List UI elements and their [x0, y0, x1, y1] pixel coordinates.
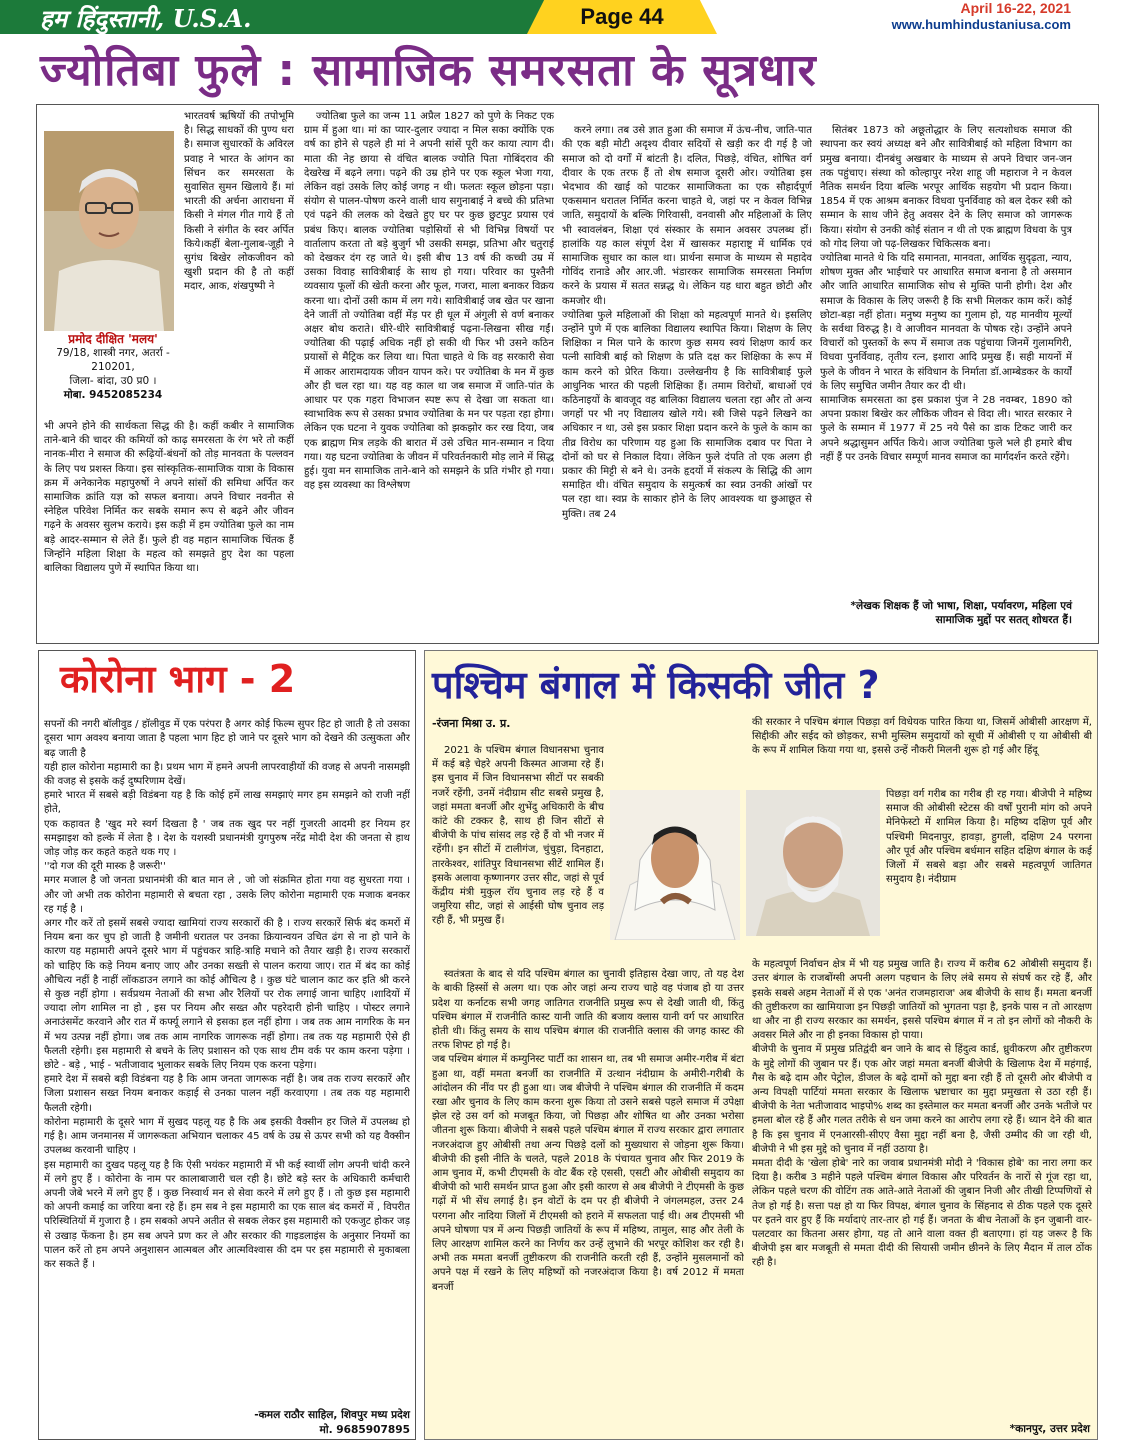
- page-header: [0, 0, 1135, 34]
- author-address-line2: 210201,: [91, 361, 135, 373]
- bengal-col1-top: 2021 के पश्चिम बंगाल विधानसभा चुनाव में कई बड़े चेहरे अपनी किस्मत आजमा रहे हैं। इस चुनाव में जिन विधानसभा सीटों पर सबकी नजरें रहेंगी, उनमें नंदीग्राम सीट सबसे प्रमुख है, जहां ममता बनर्जी और शुभेंदु अधिकारी के बीच कांटे की टक्कर है, साथ ही जिन सीटों से बीजेपी के पांच सांसद लड़ रहे हैं वो भी नजर में रहेंगी। इन सीटों में टालीगंज, चुंचुड़ा, दिनहाटा, तारकेश्वर, शांतिपुर विधानसभा सीटें शामिल हैं। इसके अलावा कृष्णानगर उत्तर सीट, जहां से पूर्व केंद्रीय मंत्री मुकुल रॉय चुनाव लड़ रहे हैं व जमुरिया सीट, जहां से आईसी घोष चुनाव लड़ रही हैं, भी प्रमुख हैं।: [432, 745, 604, 927]
- issue-date: April 16-22, 2021: [960, 0, 1071, 16]
- bengal-col1-bottom: स्वतंत्रता के बाद से यदि पश्चिम बंगाल का चुनावी इतिहास देखा जाए, तो यह देश के बाकी हिस्सों से अलग था। एक ओर जहां अन्य राज्य चाहे वह पंजाब हो या उत्तर प्रदेश या कर्नाटक सभी जगह जातिगत राजनीति प्रमुख रूप से देखी जाती थी, किंतु पश्चिम बंगाल में राजनीति कास्ट यानी जाति की बजाय क्लास यानी वर्ग पर आधारित होती थी। किंतु समय के साथ पश्चिम बंगाल की राजनीति क्लास की जगह कास्ट की तरफ शिफ्ट हो गई है। जब पश्चिम बंगाल में कम्युनिस्ट पार्टी का शासन था, तब भी समाज अमीर-गरीब में बंटा हुआ था, वहीं ममता बनर्जी का राजनीति में उत्थान नंदीग्राम के अमीरी-गरीबी के आंदोलन की नींव पर ही हुआ था। जब बीजेपी ने पश्चिम बंगाल की राजनीति में कदम रखा और चुनाव के लिए काम करना शुरू किया तो उसने सबसे पहले समाज में उपेक्षा झेल रहे उस वर्ग को मजबूत किया, जो पिछड़ा और शोषित था और उनका भरोसा जीतना शुरू किया। बीजेपी ने सबसे पहले पश्चिम बंगाल में राज्य सरकार द्वारा लगातार नजरअंदाज हुए ओबीसी तथा अन्य पिछड़े दलों को मुख्यधारा से जोड़ना शुरू किया। बीजेपी की इसी नीति के चलते, पहले 2018 के पंचायत चुनाव और फिर 2019 के आम चुनाव में, कभी टीएमसी के वोट बैंक रहे एससी, एसटी और ओबीसी समुदाय का बीजेपी को भारी समर्थन प्राप्त हुआ और इसी कारण से अब बीजेपी ने टीएमसी के कुछ गढ़ों में भी सेंध लगाई है। इन वोटों के दम पर ही बीजेपी ने जंगलमहल, उत्तर 24 परगना और नादिया जिलों में टीएमसी को हराने में सफलता पाई थी। अब टीएमसी भी अपने घोषणा पत्र में अन्य पिछड़ी जातियों के रूप में महिष्य, तामुल, साह और तेली के लिए आरक्षण शामिल करने का निर्णय कर उन्हें लुभाने की भरपूर कोशिश कर रही है। अभी तक ममता बनर्जी तुष्टीकरण की राजनीति करती रही हैं, उन्होंने मुसलमानों को अपने पक्ष में रखने के लिए महिष्यों को नजरअंदाज किया है। वर्ष 2012 में ममता बनर्जी: [432, 969, 744, 1293]
- author-name: प्रमोद दीक्षित 'मलय': [68, 332, 158, 346]
- masthead-title: हम हिंदुस्तानी, U.S.A.: [40, 4, 252, 33]
- mamata-portrait-icon: [610, 790, 740, 940]
- corona-author: -कमल राठौर साहिल, शिवपुर मध्य प्रदेश: [254, 1409, 410, 1421]
- article-headline-corona: कोरोना भाग - 2: [60, 657, 296, 701]
- bengal-col2-top: की सरकार ने पश्चिम बंगाल पिछड़ा वर्ग विधेयक पारित किया था, जिसमें ओबीसी आरक्षण में, सिद्दीकी और सईद को छोड़कर, सभी मुस्लिम समुदायों को सूची में ओबीसी ए या ओबीसी बी के रूप में शामिल किया गया था, इससे उन्हें नौकरी मिलनी शुरू हो गई और हिंदू: [752, 717, 1092, 757]
- bengal-byline: -रंजना मिश्रा उ. प्र.: [432, 717, 511, 730]
- article-headline-phule: ज्योतिबा फुले : सामाजिक समरसता के सूत्रधार: [40, 45, 817, 96]
- corona-signature: [44, 1408, 410, 1438]
- author-caption: [44, 332, 182, 402]
- bengal-col2-side: पिछड़ा वर्ग गरीब का गरीब ही रह गया। बीजेपी ने महिष्य समाज की ओबीसी स्टेटस की वर्षों पुरानी मांग को अपने मेनिफेस्टो में शामिल किया है। महिष्य दक्षिण पूर्व और पश्चिमी मिदनापुर, हावड़ा, हुगली, दक्षिण 24 परगना और पूर्व और पश्चिम बर्धमान सहित दक्षिण बंगाल के कई जिलों में सबसे बड़ा और सबसे महत्वपूर्ण जातिगत समुदाय है। नंदीग्राम: [886, 789, 1092, 886]
- corona-body: सपनों की नगरी बॉलीवुड / हॉलीवुड में एक परंपरा है अगर कोई फिल्म सुपर हिट हो जाती है तो उसका दूसरा भाग अवश्य बनाया जाता है पहला भाग हिट हो जाने पर दूसरे भाग को देखने की उत्सुकता और बढ़ जाती है यही हाल कोरोना महामारी का है। प्रथम भाग में हमने अपनी लापरवाहीयों की वजह से अपनी नासमझी की वजह से इसके कई दुष्परिणाम देखें। हमारे भारत में सबसे बड़ी विडंबना यह है कि कोई हमें लाख समझाएं मगर हम समझने को राजी नहीं होते, एक कहावत है 'खुद मरे स्वर्ग दिखता है ' जब तक खुद पर नहीं गुजरती आदमी हर नियम हर समझाइश को हल्के में लेता है । देश के यशस्वी प्रधानमंत्री युगपुरुष नरेंद्र मोदी देश की जनता से हाथ जोड़ जोड़ कर कहते कहते थक गए । ''दो गज की दूरी मास्क है जरूरी'' मगर मजाल है जो जनता प्रधानमंत्री की बात मान ले , जो जो संक्रमित होता गया वह सुधरता गया ।और जो अभी तक कोरोना महामारी से बचता रहा , उसके लिए कोरोना महामारी एक मजाक बनकर रह गई है । अगर गौर करें तो इसमें सबसे ज्यादा खामियां राज्य सरकारों की है । राज्य सरकारें सिर्फ बंद कमरों में नियम बना कर चुप हो जाती है जमीनी धरातल पर उनका क्रियान्वयन उचित ढंग से ना हो पाने के कारण यह महामारी अपने दूसरे भाग में पहुंचकर त्राहि-त्राहि मचाने को तैयार खड़ी है। राज्य सरकारों को चाहिए कि कड़े नियम बनाए जाए और उनका सख्ती से पालन कराया जाए। रात में बंद का कोई औचित्य नहीं है नाहीं लॉकडाउन लगाने का कोई औचित्य है । कुछ घंटे चालान काट कर इति श्री करने से कुछ नहीं होगा । सर्वप्रथम नेताओं की सभा और रैलियों पर रोक लगाई जाना चाहिए ।शादियों में ज्यादा लोग शामिल ना हो , इस पर नियम और सख्त और पहरेदारी होनी चाहिए । पोस्टर लगाने अनाउंसमेंट करवाने और रात में कर्फ्यू लगाने से इसका हल नहीं होगा । जब तक आम नागरिक के मन में भय उत्पन्न नहीं होगा। जब तक आम नागरिक जागरूक नहीं होगा। तब तक यह महामारी ऐसे ही फैलती रहेगी। इस महामारी से बचने के लिए प्रशासन को एक साथ टीम वर्क पर काम करना पड़ेगा । छोटे - बड़े , भाई - भतीजावाद भुलाकर सबके लिए नियम एक करना पड़ेगा। हमारे देश में सबसे बड़ी विडंबना यह है कि आम जनता जागरूक नहीं है। जब तक राज्य सरकारें और जिला प्रशासन सख्त नियम बनाकर कड़ाई से उनका पालन नहीं करवाएगा । तब तक यह महामारी फैलती रहेगी। कोरोना महामारी के दूसरे भाग में सुखद पहलू यह है कि अब इसकी वैक्सीन हर जिले में उपलब्ध हो गई है। आम जनमानस में जागरूकता अभियान चलाकर 45 वर्ष के उम्र से ऊपर सभी को यह वैक्सीन उपलब्ध करवानी चाहिए । इस महामारी का दुखद पहलू यह है कि ऐसी भयंकर महामारी में भी कई स्वार्थी लोग अपनी चांदी करने में लगे हुए हैं । कोरोना के नाम पर कालाबाजारी चल रही है। छोटे बड़े स्तर के अधिकारी कर्मचारी अपनी जेबे भरने में लगे हुए हैं । कुछ निस्वार्थ मन से सेवा करने में लगे हुए हैं । तो कुछ इस महामारी को अपनी कमाई का जरिया बना रहे हैं। हम सब ने इस महामारी का एक साल बंद कमरों में , विपरीत परिस्थितियों में गुजारा है । हम सबको अपने अतीत से सबक लेकर इस महामारी को एकजुट होकर जड़ से उखाड़ फेंकना है। हम सब अपने प्रण कर ले और सरकार की गाइडलाइंस के अनुसार नियमों का पालन करें तो हम अपने अनुशासन आत्मबल और आत्मविश्वास की दम पर इस महामारी से मुकाबला कर सकते हैं ।: [44, 719, 410, 1270]
- author-address-line1: 79/18, शास्त्री नगर, अतर्रा -: [56, 347, 170, 359]
- corona-phone: मो. 9685907895: [319, 1424, 410, 1436]
- article1-col1-top: भारतवर्ष ऋषियों की तपोभूमि है। सिद्ध साधकों की पुण्य धरा है। समाज सुधारकों के अविरल प्रवाह ने भारत के आंगन का सिंचन कर समरसता के सुवासित सुमन खिलाये हैं। मां भारती की अर्चना आराधना में किसी ने मंगल गीत गाये हैं तो किसी ने संगीत के स्वर अर्पित किये।कहीं बेला-गुलाब-जूही ने सुगंध बिखेर लोकजीवन को खुशी प्रदान की है तो कहीं मदार, आक, शंखपुष्पी ने: [184, 111, 294, 293]
- author-note: *लेखक शिक्षक हैं जो भाषा, शिक्षा, पर्यावरण, महिला एवं सामाजिक मुद्दों पर सतत् शोधरत हैं।: [850, 600, 1072, 626]
- article1-col4: सितंबर 1873 को अछूतोद्धार के लिए सत्यशोधक समाज की स्थापना कर स्वयं अध्यक्ष बने और सावित्रीबाई को महिला विभाग का प्रमुख बनाया। दीनबंधु अखबार के माध्यम से अपने विचार जन-जन तक पहुंचाए। संस्था को कोल्हापुर नरेश शाहू जी महाराज ने न केवल नैतिक समर्थन दिया बल्कि भरपूर आर्थिक सहयोग भी प्रदान किया।1854 में एक आश्रम बनाकर विधवा पुनर्विवाह को बल देकर स्त्री को सम्मान के साथ जीने हेतु अवसर देने के लिए समाज को जागरूक किया। संयोग से उनकी कोई संतान न थी तो एक ब्राह्मण विधवा के पुत्र को गोद लिया जो पढ़-लिखकर चिकित्सक बना। ज्योतिबा मानते थे कि यदि समानता, मानवता, आर्थिक सुदृढ़ता, न्याय, शोषण मुक्त और भाईचारे पर आधारित समाज बनाना है तो असमान और जाति आधारित सामाजिक सोच से मुक्ति पानी होगी। देश और समाज के विकास के लिए जरूरी है कि सभी मिलकर काम करें। कोई छोटा-बड़ा नहीं होता। मनुष्य मनुष्य का गुलाम हो, यह मानवीय मूल्यों के सर्वथा विरुद्ध है। वे आजीवन मानवता के पोषक रहे। उन्होंने अपने विचारों को पुस्तकों के रूप में समाज तक पहुंचाया जिनमें गुलामगिरी, विधवा पुनर्विवाह, तृतीय रत्न, इशारा आदि प्रमुख हैं। सही मायनों में फुले के जीवन ने भारत के संविधान के निर्माता डॉ.आम्बेडकर के कार्यों के लिए समुचित जमीन तैयार कर दी थी। सामाजिक समरसता का इस प्रकाश पुंज ने 28 नवम्बर, 1890 को अपना प्रकाश बिखेर कर लौकिक जीवन से विदा ली। भारत सरकार ने फुले के सम्मान में 1977 में 25 नये पैसे का डाक टिकट जारी कर अपने श्रद्धासुमन अर्पित किये। आज ज्योतिबा फुले भले ही हमारे बीच नहीं हैं पर उनके विचार सम्पूर्ण मानव समाज का मार्गदर्शन करते रहेंगे।: [820, 125, 1072, 463]
- article1-col3: करने लगा। तब उसे ज्ञात हुआ की समाज में ऊंच-नीच, जाति-पात की एक बड़ी मोटी अदृश्य दीवार सदियों से खड़ी कर दी गई है जो समाज को दो वर्गों में बांटती है। दलित, पिछड़े, वंचित, शोषित वर्ग दीवार के एक तरफ हैं तो शेष समाज दूसरी ओर। ज्योतिबा इस भेदभाव की खाई को पाटकर सामाजिकता का एक सौहार्दपूर्ण एकसमान धरातल निर्मित करना चाहते थे, जहां पर न केवल विभिन्न जाति, समुदायों के बल्कि गिरिवासी, वनवासी और महिलाओं के लिए भी स्वावलंबन, शिक्षा एवं संस्कार के समान अवसर उपलब्ध हों। हालांकि यह काल संपूर्ण देश में खासकर महाराष्ट्र में धार्मिक एवं सामाजिक सुधार का काल था। प्रार्थना समाज के माध्यम से महादेव गोविंद रानाडे और आर.जी. भंडारकर सामाजिक समरसता निर्माण करने के प्रयास में सतत सन्नद्ध थे। लेकिन यह धारा बहुत छोटी और कमजोर थी। ज्योतिबा फुले महिलाओं की शिक्षा को महत्वपूर्ण मानते थे। इसलिए उन्होंने पुणे में एक बालिका विद्यालय स्थापित किया। शिक्षण के लिए शिक्षिका न मिल पाने के कारण कुछ समय स्वयं शिक्षण कार्य कर पत्नी सावित्री बाई को शिक्षण के प्रति दक्ष कर शिक्षिका के रूप में काम करने को प्रेरित किया। उल्लेखनीय है कि सावित्रीबाई फुले आधुनिक भारत की पहली शिक्षिका हैं। तमाम विरोधों, बाधाओं एवं कठिनाइयों के बावजूद वह बालिका विद्यालय चलता रहा और तो अन्य जगहों पर भी नए विद्यालय खोले गये। स्त्री जिसे पढ़ने लिखने का अधिकार न था, उसे इस प्रकार शिक्षा प्रदान करने के फुले के काम का तीव्र विरोध का परिणाम यह हुआ कि सामाजिक दबाव पर पिता ने दोनों को घर से निकाल दिया। लेकिन फुले दंपति तो एक अलग ही प्रकार की मिट्टी से बने थे। उनके हृदयों में संकल्प के सिद्धि की आग समाहित थी। वंचित समुदाय के समुत्कर्ष का स्वप्न उनकी आंखों पर पल रहा था। स्वप्न के साकार होने के लिए आवश्यक था छुआछूत से मुक्ति। तब 24: [562, 125, 812, 520]
- article1-col2: ज्योतिबा फुले का जन्म 11 अप्रैल 1827 को पुणे के निकट एक ग्राम में हुआ था। मां का प्यार-दुलार ज्यादा न मिल सका क्योंकि एक वर्ष का होने से पहले ही मां ने अपनी सांसें पूरी कर काया त्याग दी। माता की नेह छाया से वंचित बालक ज्योति पिता गोबिंदराव की देखरेख में बढ़ने लगा। पढ़ने की उम्र होने पर एक स्कूल भेजा गया, लेकिन वहां उसके लिए कोई जगह न थी। फलतः स्कूल छोड़ना पड़ा। संयोग से पालन-पोषण करने वाली धाय सगुनाबाई ने बच्चे की प्रतिभा एवं पढ़ने की ललक को देखते हुए घर पर कुछ छुटपुट प्रयास एवं प्रबंध किए। बालक ज्योतिबा पड़ोसियों से भी विभिन्न विषयों पर वार्तालाप करता तो बड़े बुजुर्ग भी उसकी समझ, प्रतिभा और चतुराई को देखकर दंग रह जाते थे। इसी बीच 13 वर्ष की कच्ची उम्र में उसका विवाह सावित्रीबाई के साथ हो गया। परिवार का पुश्तैनी व्यवसाय फूलों की खेती करना और फूल, गजरा, माला बनाकर विक्रय करना था। दोनों उसी काम में लग गये। सावित्रीबाई जब खेत पर खाना देने जातीं तो ज्योतिबा वहीं मेंड़ पर ही धूल में अंगुली से वर्ण बनाकर अक्षर बोध कराते। धीरे-धीरे सावित्रीबाई पढ़ना-लिखना सीख गईं। ज्योतिबा की पढ़ाई अधिक नहीं हो सकी थी फिर भी उसने कठिन प्रयासों से मैट्रिक कर लिया था। पिता चाहते थे कि वह सरकारी सेवा में आकर आरामदायक जीवन यापन करे। पर ज्योतिबा के मन में कुछ और ही चल रहा था। यह वह काल था जब समाज में जाति-पांत के आधार पर एक गहरा विभाजन स्पष्ट रूप से देखा जा सकता था। स्वाभाविक रूप से उसका प्रभाव ज्योतिबा के मन पर पड़ता रहा होगा। लेकिन एक घटना ने युवक ज्योतिबा को झकझोर कर रख दिया, जब एक ब्राह्मण मित्र लड़के की बारात में उसे उचित मान-सम्मान न दिया गया। यह घटना ज्योतिबा के जीवन में परिवर्तनकारी मोड़ लाने में सिद्ध हुई। युवा मन सामाजिक ताने-बाने को समझने के प्रति गंभीर हो गया। वह इस व्यवस्था का विश्लेषण: [304, 111, 554, 492]
- website-link[interactable]: www.humhindustaniusa.com: [891, 17, 1071, 32]
- bengal-signoff: *कानपुर, उत्तर प्रदेश: [1009, 1423, 1090, 1435]
- modi-photo: [746, 790, 880, 936]
- mamata-photo: [610, 790, 740, 940]
- article-headline-bengal: पश्चिम बंगाल में किसकी जीत ?: [432, 663, 880, 707]
- author-address-line3: जिला- बांदा, उ0 प्र0 ।: [69, 375, 157, 387]
- article1-col1-bottom: भी अपने होने की सार्थकता सिद्ध की है। कहीं कबीर ने सामाजिक ताने-बाने की चादर की कमियों को काढ़ समरसता के रंग भरे तो कहीं नानक-मीरा ने समाज की रूढ़ियों-बंधनों को तोड़ मानवता के पल्लवन के लिए पथ प्रशस्त किया। इस सांस्कृतिक-सामाजिक यात्रा के विकास क्रम में अनेकानेक महापुरुषों ने अपने सांसों की समिधा अर्पित कर सामाजिक क्रांति यज्ञ को सफल बनाया। अपने विचार नवनीत से स्नेहिल परिवेश निर्मित कर सबके समान रूप से बढ़ने और जीवन गढ़ने के अवसर सुलभ कराये। इस कड़ी में हम ज्योतिबा फुले का नाम बड़े आदर-सम्मान से लेते हैं। फुले ही वह महान सामाजिक चिंतक हैं जिन्होंने महिला शिक्षा के महत्व को समझते हुए देश का पहला बालिका विद्यालय पुणे में स्थापित किया था।: [44, 421, 294, 575]
- modi-portrait-icon: [746, 790, 880, 936]
- author-portrait-icon: [44, 131, 174, 331]
- page-number: Page 44: [580, 4, 664, 29]
- author-phone: मोबा. 9452085234: [63, 389, 163, 401]
- bengal-col2-bottom: के महत्वपूर्ण निर्वाचन क्षेत्र में भी यह प्रमुख जाति है। राज्य में करीब 62 ओबीसी समुदाय हैं। उत्तर बंगाल के राजबोंग्सी अपनी अलग पहचान के लिए लंबे समय से संघर्ष कर रहे हैं, और इसके सबसे अहम नेताओं में से एक 'अनंत राजमहाराज' अब बीजेपी के साथ हैं। ममता बनर्जी की तुष्टीकरण का खामियाजा इन पिछड़ी जातियों को भुगतना पड़ा है, इनके पास न तो आरक्षण था और ना ही राज्य सरकार का समर्थन, इससे पश्चिम बंगाल में न तो इन लोगों को नौकरी के अवसर मिले और ना ही इनका विकास हो पाया। बीजेपी के चुनाव में प्रमुख प्रतिद्वंदी बन जाने के बाद से हिंदुत्व कार्ड, ध्रुवीकरण और तुष्टीकरण के मुद्दे लोगों की जुबान पर हैं। एक ओर जहां ममता बनर्जी बीजेपी के खिलाफ देश में महंगाई, गैस के बढ़े दाम और पेट्रोल, डीजल के बढ़े दामों को मुद्दा बना रही हैं तो दूसरी ओर बीजेपी व अन्य विपक्षी पार्टियां ममता सरकार के खिलाफ भ्रष्टाचार का मुद्दा प्रमुखता से उठा रही हैं। बीजेपी के नेता भतीजावाद भाइपो% शब्द का इस्तेमाल कर ममता बनर्जी और उनके भतीजे पर हमला बोल रहे हैं और गलत तरीके से धन जमा करने का आरोप लगा रहे हैं। ध्यान देने की बात है कि इस चुनाव में एनआरसी-सीएए वैसा मुद्दा नहीं बना है, जैसी उम्मीद की जा रही थी, बीजेपी ने भी इस मुद्दे को चुनाव में नहीं उठाया है। ममता दीदी के 'खेला होबे' नारे का जवाब प्रधानमंत्री मोदी ने 'विकास होबे' का नारा लगा कर दिया है। करीब 3 महीने पहले पश्चिम बंगाल विकास और परिवर्तन के नारों से गूंज रहा था, लेकिन पहले चरण की वोटिंग तक आते-आते नेताओं की जुबान निजी और तीखी टिप्पणियों से तेज हो गई है। सत्ता पक्ष हो या फिर विपक्ष, बंगाल चुनाव के सिंहनाद से ठीक पहले एक दूसरे पर इतने वार हुए हैं कि मर्यादाएं तार-तार हो गई हैं। जनता के बीच नेताओं के इन जुबानी वार-पलटवार का कितना असर होगा, यह तो आने वाला वक्त ही बताएगा। हां यह जरूर है कि बीजेपी इस बार मजबूती से ममता दीदी की सियासी जमीन छीनने के लिए मैदान में ताल ठोंक रही है।: [752, 959, 1092, 1269]
- author-photo: [44, 131, 174, 331]
